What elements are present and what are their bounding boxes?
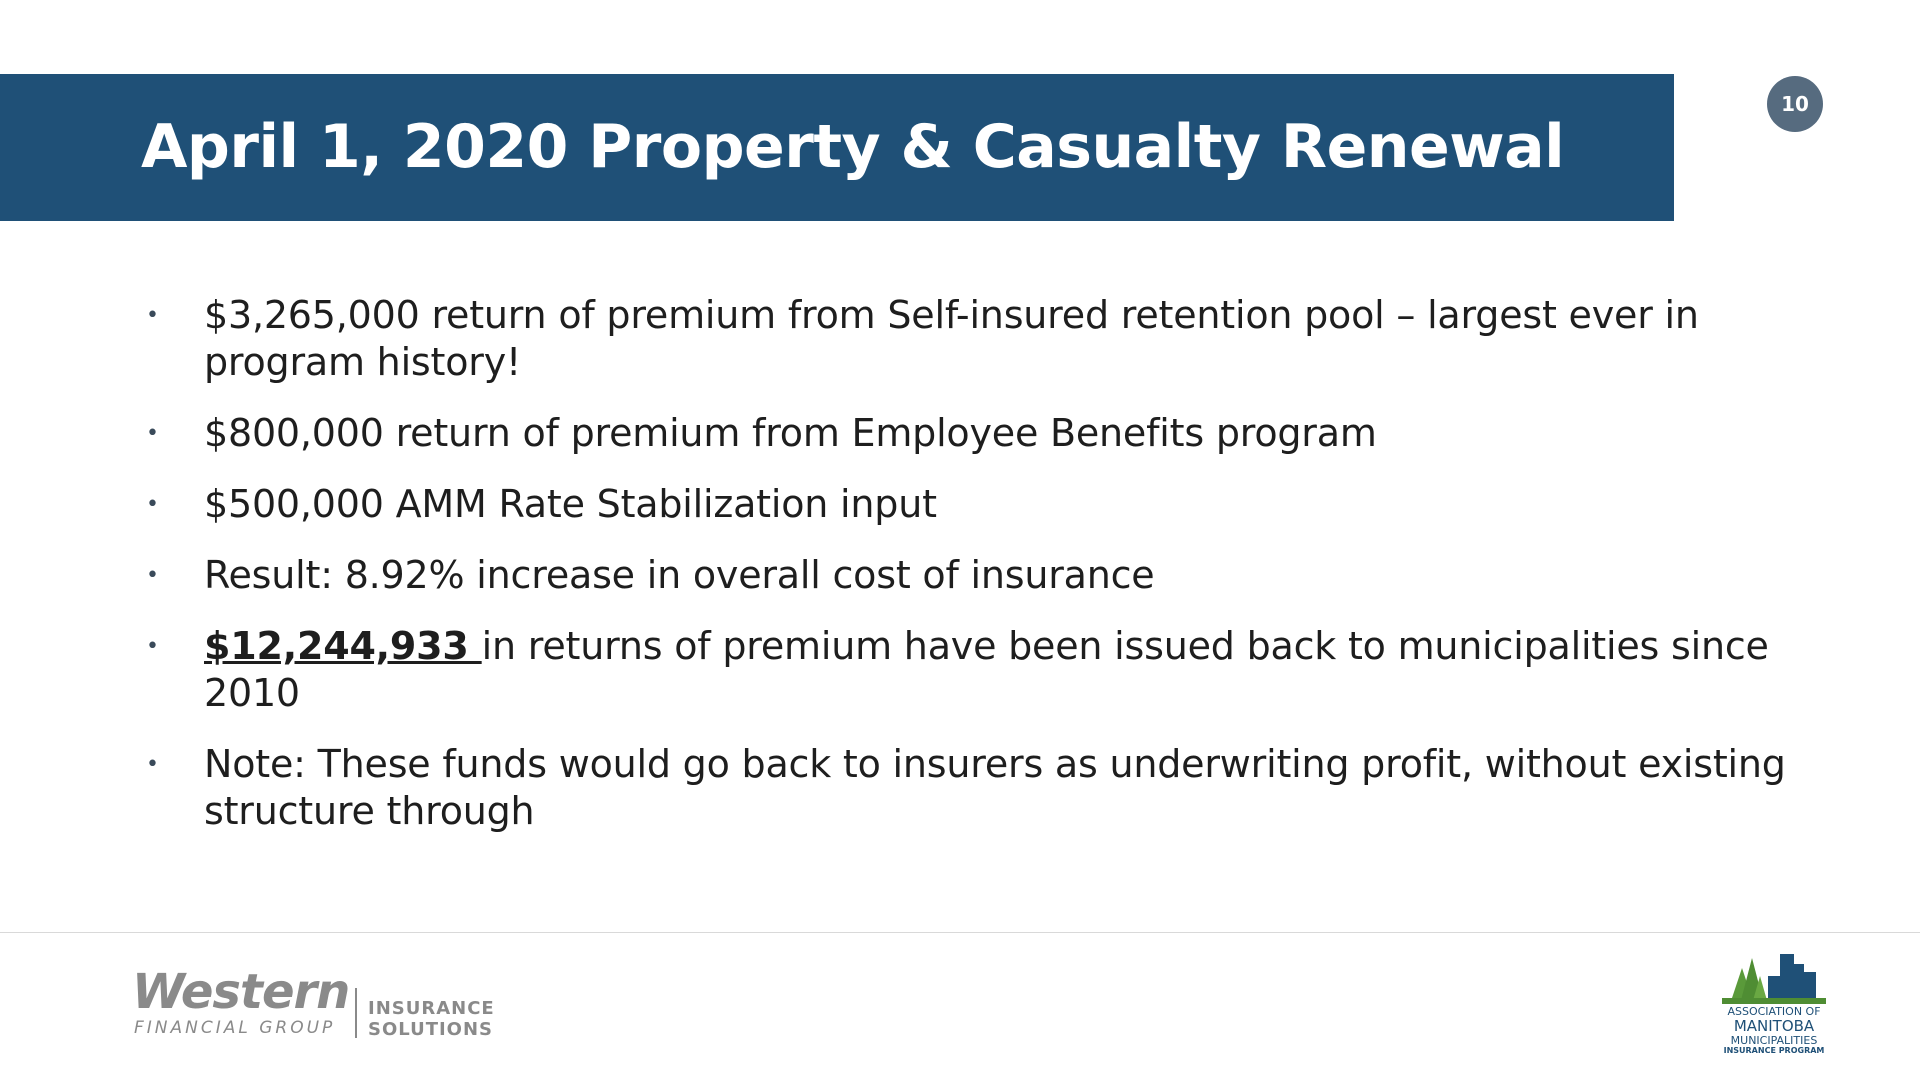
wfg-logo-western: Western (132, 964, 350, 1020)
title-bar (0, 74, 1674, 221)
footer-divider (0, 932, 1920, 933)
wfg-logo-insurance: INSURANCE (368, 998, 495, 1019)
bullet-dot-icon: • (146, 634, 159, 659)
bullet-text: $500,000 AMM Rate Stabilization input (204, 482, 937, 526)
bullet-item (146, 292, 1786, 386)
amm-logo-line3: MUNICIPALITIES (1730, 1033, 1818, 1047)
bullet-item (146, 552, 1786, 599)
bullet-item (146, 741, 1786, 835)
bullet-item (146, 623, 1786, 717)
bullet-text (204, 624, 1769, 715)
bullet-dot-icon: • (146, 303, 159, 328)
page-number-badge: 10 (1767, 76, 1823, 132)
wfg-logo-insurance-solutions (368, 998, 495, 1040)
wfg-logo-separator (355, 988, 357, 1038)
amm-skyline-icon (1722, 946, 1826, 1004)
amm-logo-line2: MANITOBA (1733, 1017, 1815, 1036)
bullet-item (146, 481, 1786, 528)
bullet-item (146, 410, 1786, 457)
amm-insurance-program-logo (1720, 946, 1828, 1066)
bullet-list (146, 292, 1786, 859)
bullet-text-rest: in returns of premium have been issued back to municipalities since 2010 (204, 624, 1769, 715)
amm-logo-line4: INSURANCE PROGRAM (1723, 1045, 1825, 1055)
bullet-dot-icon: • (146, 421, 159, 446)
returns-total-amount: $12,244,933 (204, 624, 482, 668)
wfg-logo-financial-group: FINANCIAL GROUP (134, 1018, 336, 1038)
bullet-text: $3,265,000 return of premium from Self-insured retention pool – largest ever in program history! (204, 293, 1699, 384)
bullet-dot-icon: • (146, 563, 159, 588)
bullet-dot-icon: • (146, 492, 159, 517)
wfg-logo-solutions: SOLUTIONS (368, 1019, 494, 1040)
bullet-text: $800,000 return of premium from Employee Benefits program (204, 411, 1377, 455)
amm-logo-line1: ASSOCIATION OF (1727, 1005, 1821, 1018)
bullet-dot-icon: • (146, 752, 159, 777)
bullet-text: Note: These funds would go back to insurers as underwriting profit, without existing structure through (204, 742, 1786, 833)
bullet-text: Result: 8.92% increase in overall cost of insurance (204, 553, 1155, 597)
slide-title: April 1, 2020 Property & Casualty Renewal (141, 112, 1565, 182)
